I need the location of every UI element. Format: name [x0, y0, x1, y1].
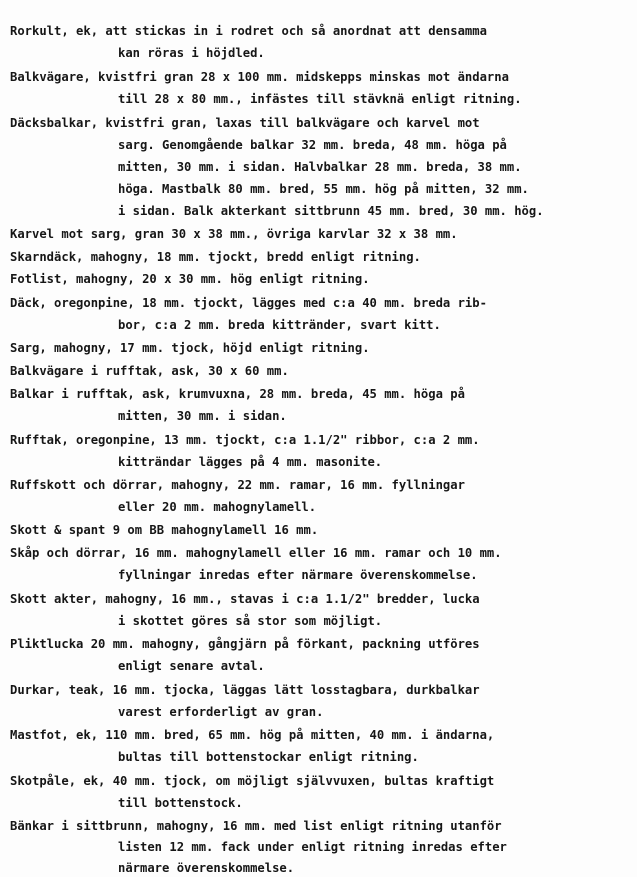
text-line: Mastfot, ek, 110 mm. bred, 65 mm. hög på mitten, 40 mm. i ändarna,: [10, 728, 495, 742]
text-line: Skarndäck, mahogny, 18 mm. tjockt, bredd enligt ritning.: [10, 250, 421, 264]
text-line: Balkar i rufftak, ask, krumvuxna, 28 mm. breda, 45 mm. höga på: [10, 387, 465, 401]
text-line: sarg. Genomgående balkar 32 mm. breda, 48 mm. höga på: [118, 138, 507, 152]
text-line: eller 20 mm. mahognylamell.: [118, 500, 317, 514]
text-line: Balkvägare i rufftak, ask, 30 x 60 mm.: [10, 364, 289, 378]
text-line: Sarg, mahogny, 17 mm. tjock, höjd enligt ritning.: [10, 341, 370, 355]
text-line: enligt senare avtal.: [118, 659, 265, 673]
text-line: Balkvägare, kvistfri gran 28 x 100 mm. midskepps minskas mot ändarna: [10, 70, 509, 84]
text-line: Skott & spant 9 om BB mahognylamell 16 mm.: [10, 523, 319, 537]
text-line: bor, c:a 2 mm. breda kittränder, svart kitt.: [118, 318, 441, 332]
text-line: fyllningar inredas efter närmare överenskommelse.: [118, 568, 478, 582]
text-line: Skotpåle, ek, 40 mm. tjock, om möjligt självvuxen, bultas kraftigt: [10, 774, 495, 788]
text-line: Durkar, teak, 16 mm. tjocka, läggas lätt losstagbara, durkbalkar: [10, 683, 480, 697]
text-line: höga. Mastbalk 80 mm. bred, 55 mm. hög på mitten, 32 mm.: [118, 182, 529, 196]
text-line: till 28 x 80 mm., infästes till stävknä enligt ritning.: [118, 92, 522, 106]
text-line: Rorkult, ek, att stickas in i rodret och så anordnat att densamma: [10, 24, 487, 38]
text-line: Pliktlucka 20 mm. mahogny, gångjärn på förkant, packning utföres: [10, 637, 480, 651]
text-line: närmare överenskommelse.: [118, 861, 295, 875]
text-line: Rufftak, oregonpine, 13 mm. tjockt, c:a 1.1/2" ribbor, c:a 2 mm.: [10, 433, 480, 447]
text-line: mitten, 30 mm. i sidan. Halvbalkar 28 mm. breda, 38 mm.: [118, 160, 522, 174]
text-line: Däcksbalkar, kvistfri gran, laxas till balkvägare och karvel mot: [10, 116, 480, 130]
text-line: Fotlist, mahogny, 20 x 30 mm. hög enligt ritning.: [10, 272, 370, 286]
text-line: i sidan. Balk akterkant sittbrunn 45 mm. bred, 30 mm. hög.: [118, 204, 544, 218]
text-line: mitten, 30 mm. i sidan.: [118, 409, 287, 423]
text-line: bultas till bottenstockar enligt ritning.: [118, 750, 419, 764]
text-line: Skåp och dörrar, 16 mm. mahognylamell eller 16 mm. ramar och 10 mm.: [10, 546, 502, 560]
text-line: listen 12 mm. fack under enligt ritning inredas efter: [118, 840, 507, 854]
text-line: kan röras i höjdled.: [118, 46, 265, 60]
text-line: Bänkar i sittbrunn, mahogny, 16 mm. med list enligt ritning utanför: [10, 819, 502, 833]
text-line: kitträndar lägges på 4 mm. masonite.: [118, 455, 383, 469]
text-line: Karvel mot sarg, gran 30 x 38 mm., övriga karvlar 32 x 38 mm.: [10, 227, 458, 241]
text-line: Däck, oregonpine, 18 mm. tjockt, lägges med c:a 40 mm. breda rib-: [10, 296, 487, 310]
text-line: varest erforderligt av gran.: [118, 705, 324, 719]
text-line: Skott akter, mahogny, 16 mm., stavas i c:a 1.1/2" bredder, lucka: [10, 592, 480, 606]
text-line: Ruffskott och dörrar, mahogny, 22 mm. ramar, 16 mm. fyllningar: [10, 478, 465, 492]
text-line: till bottenstock.: [118, 796, 243, 810]
text-line: i skottet göres så stor som möjligt.: [118, 614, 383, 628]
